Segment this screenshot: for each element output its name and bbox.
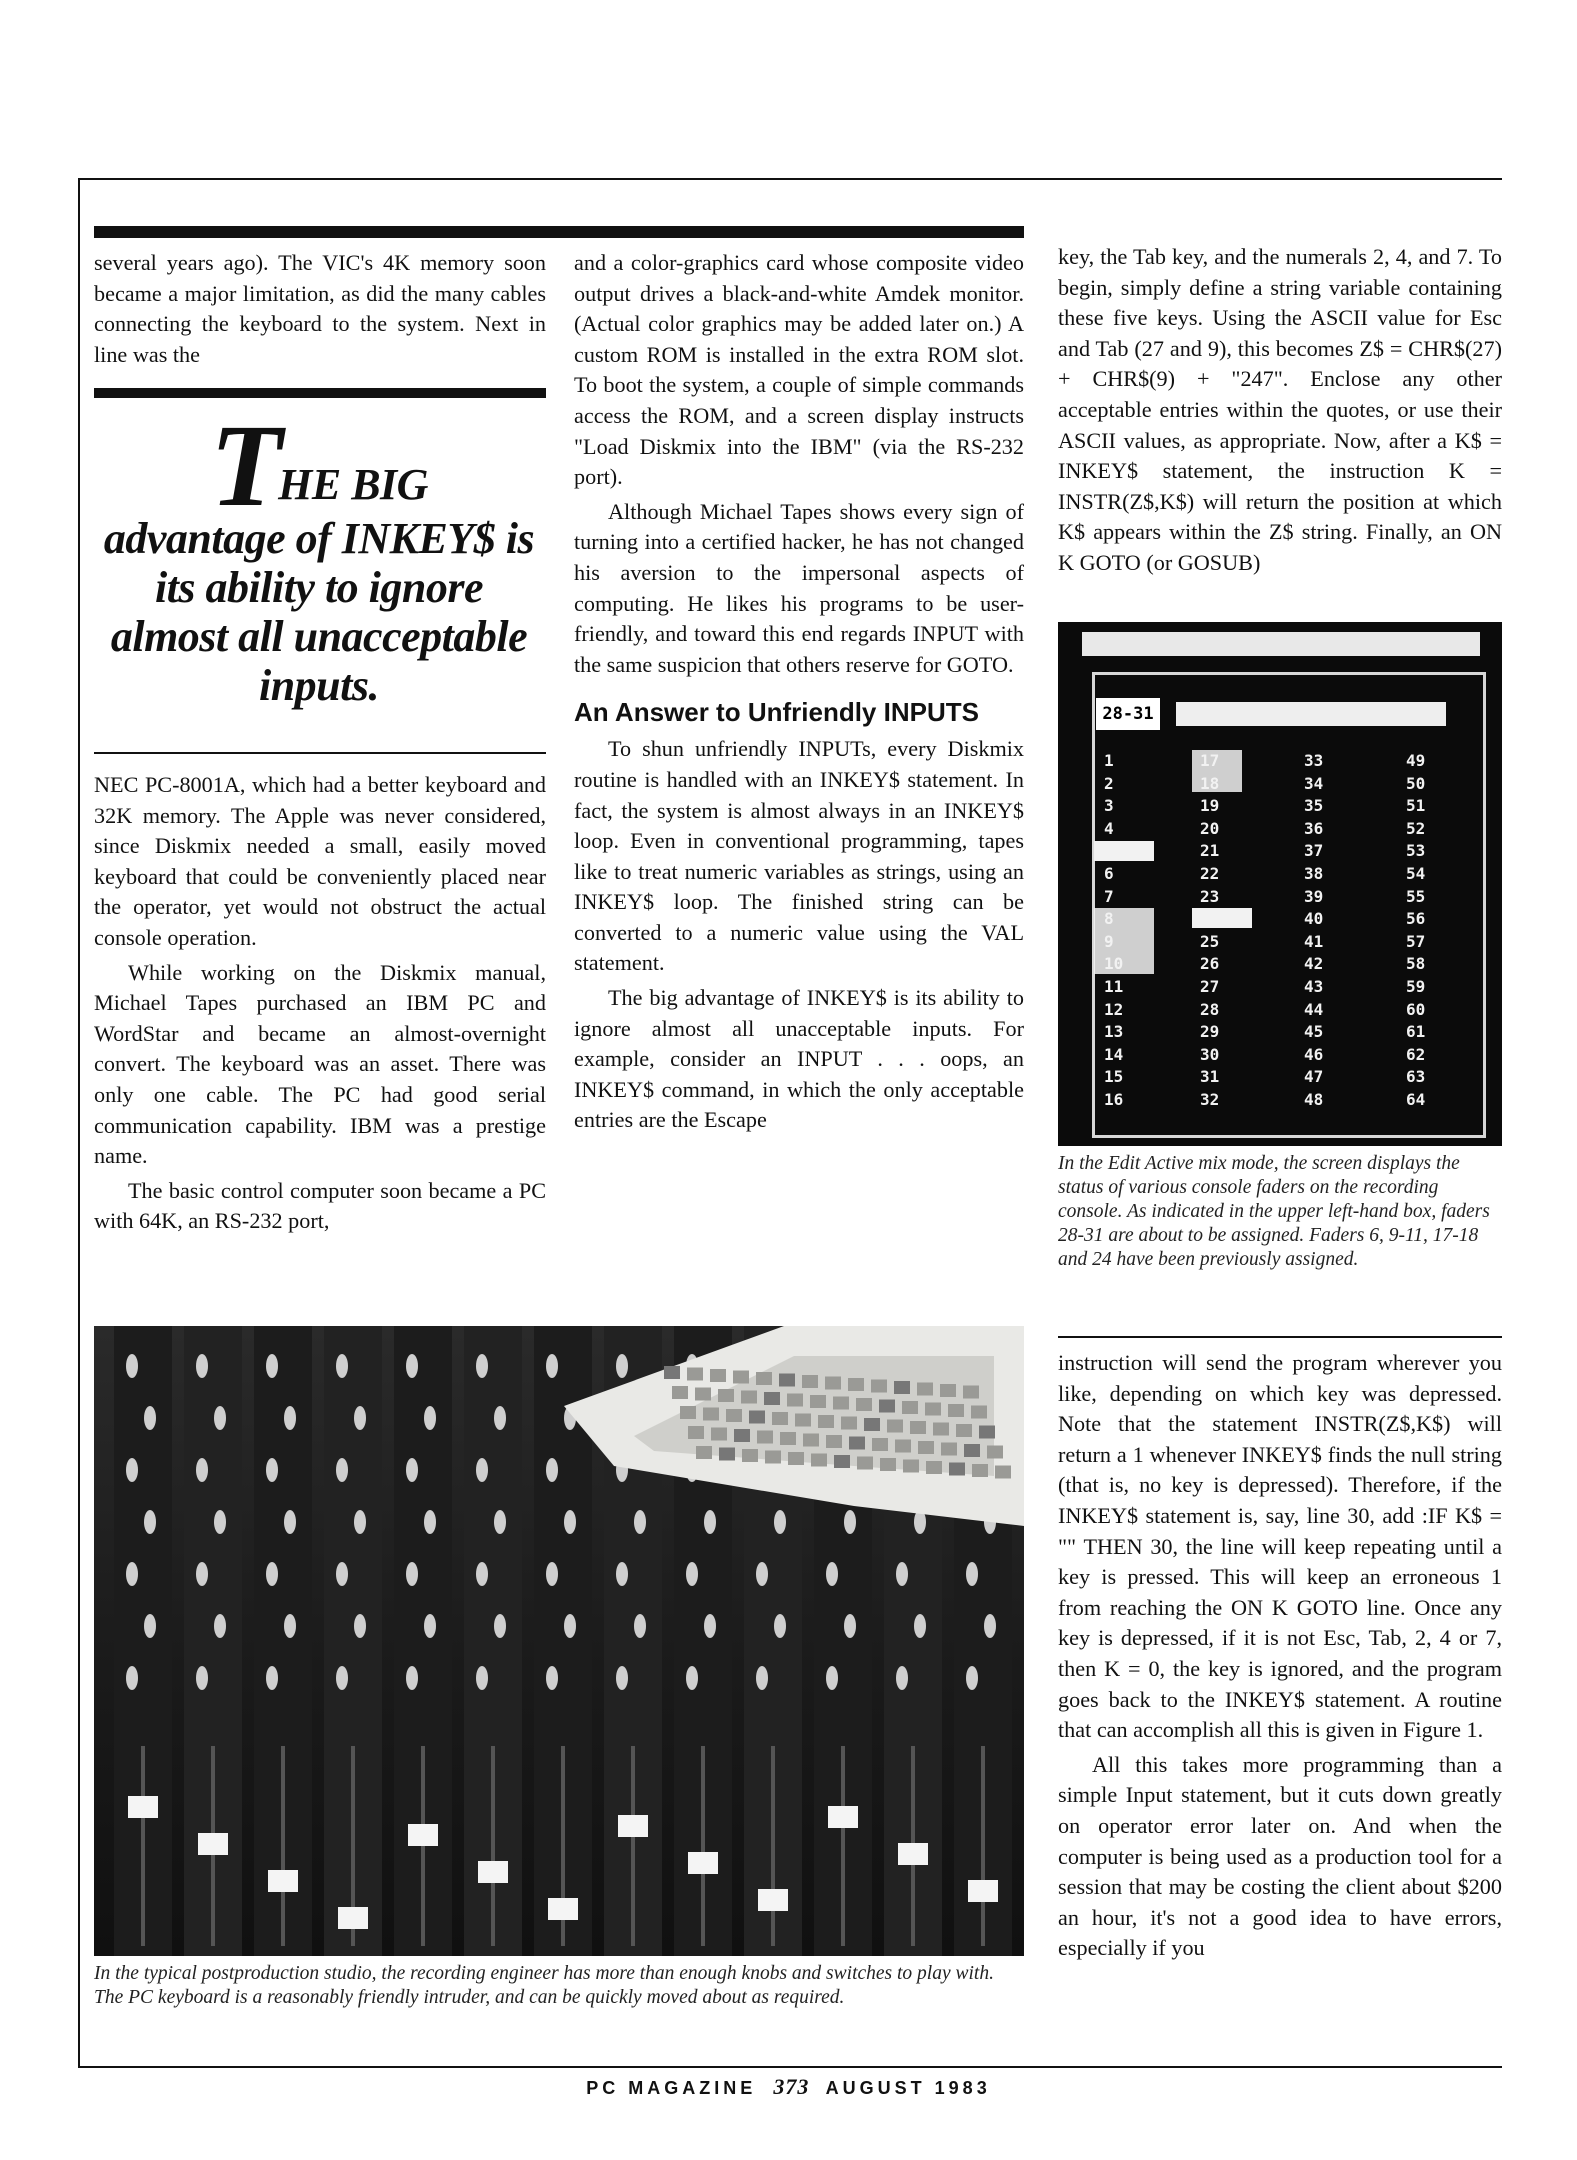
fader-number: 48 — [1304, 1089, 1324, 1109]
screen-header-bar — [1176, 702, 1446, 726]
magazine-name: PC MAGAZINE — [586, 2078, 757, 2098]
fader-number: 27 — [1200, 976, 1220, 996]
fader-number: 58 — [1406, 954, 1426, 974]
column-1-top — [94, 248, 546, 370]
left-rule — [78, 178, 80, 2068]
fader-number: 46 — [1304, 1044, 1324, 1064]
fader-number: 44 — [1304, 999, 1324, 1019]
assigned-highlight — [1094, 908, 1154, 974]
fader-number: 53 — [1406, 841, 1426, 861]
fader-number: 16 — [1104, 1089, 1124, 1109]
fader-number: 39 — [1304, 886, 1324, 906]
fader-number: 47 — [1304, 1067, 1324, 1087]
fader-number: 23 — [1200, 886, 1220, 906]
fader-number: 51 — [1406, 796, 1426, 816]
fader-number: 4 — [1104, 818, 1114, 838]
paragraph: NEC PC-8001A, which had a better keyboard and 32K memory. The Apple was never considered, since Diskmix needed a small, easily moved keyboard that could be conveniently placed near the operator, yet would not obstruct the actual console operation. — [94, 772, 546, 950]
fader-number: 56 — [1406, 909, 1426, 929]
fader-number: 32 — [1200, 1089, 1220, 1109]
fader-column-4 — [1406, 750, 1425, 1112]
fader-number: 19 — [1200, 796, 1220, 816]
fader-number: 34 — [1304, 773, 1324, 793]
fader-number: 50 — [1406, 773, 1426, 793]
fader-number: 38 — [1304, 863, 1324, 883]
bottom-rule — [78, 2066, 1502, 2068]
screen-photo — [1058, 622, 1502, 1146]
fader-number: 22 — [1200, 863, 1220, 883]
section-subhead: An Answer to Unfriendly INPUTS — [574, 697, 979, 728]
paragraph: All this takes more programming than a simple Input statement, but it cuts down greatly on operator error later on. And when the computer is being used as a production tool for a session that may be costing the client about $200 an hour, it's not a good idea to have errors, especially if you — [1058, 1751, 1502, 1961]
fader-number: 37 — [1304, 841, 1324, 861]
paragraph: and a color-graphics card whose composite video output drives a black-and-white Amdek monitor. (Actual color graphics may be added later on.) A custom ROM is installed in the extra ROM slot. To boot the system, a couple of simple commands access the ROM, and a screen display instructs "Load Diskmix into the IBM" (via the RS-232 port). — [574, 250, 1024, 490]
fader-select-box: 28-31 — [1096, 698, 1160, 730]
fader-number: 15 — [1104, 1067, 1124, 1087]
fader-number: 30 — [1200, 1044, 1220, 1064]
fader-number: 57 — [1406, 931, 1426, 951]
issue-date: AUGUST 1983 — [825, 2078, 991, 2098]
fader-number: 20 — [1200, 818, 1220, 838]
fader-number: 17 — [1200, 751, 1220, 770]
fader-number: 28 — [1200, 999, 1220, 1019]
caption-rule — [1058, 1336, 1502, 1338]
paragraph: key, the Tab key, and the numerals 2, 4, and 7. To begin, simply define a string variable containing these five keys. Using the ASCII value for Esc and Tab (27 and 9), this becomes Z$ = CHR$(27) + CHR$(9) + "247". Enclose any other acceptable entries within the quotes, or use their ASCII values, as appropriate. Now, after a K$ = INKEY$ statement, the instruction K = INSTR(Z$,K$) will return the position at which K$ appears within the Z$ string. Finally, an ON K GOTO (or GOSUB) — [1058, 244, 1502, 575]
fader-number: 9 — [1104, 931, 1114, 951]
column-3-bottom — [1058, 1348, 1502, 1964]
fader-number: 35 — [1304, 796, 1324, 816]
screen-caption: In the Edit Active mix mode, the screen displays the status of various console faders on the recording console. As indicated in the upper left-hand box, faders 28-31 are about to be assigned. Faders 6, 9-11, 17-18 and 24 have been previously assigned. — [1058, 1153, 1490, 1270]
top-rule — [78, 178, 1502, 180]
fader-number: 40 — [1304, 909, 1324, 929]
fader-number: 43 — [1304, 976, 1324, 996]
pull-quote-bottom-rule — [94, 752, 546, 754]
fader-number: 12 — [1104, 999, 1124, 1019]
fader-column-1 — [1104, 750, 1123, 1112]
fader-number: 14 — [1104, 1044, 1124, 1064]
fader-number: 24 — [1200, 909, 1220, 929]
fader-number: 64 — [1406, 1089, 1426, 1109]
paragraph: several years ago). The VIC's 4K memory soon became a major limitation, as did the many cables connecting the keyboard to the system. Next in line was the — [94, 250, 546, 367]
fader-number: 7 — [1104, 886, 1114, 906]
fader-number: 59 — [1406, 976, 1426, 996]
pull-quote-top-bar — [94, 388, 546, 398]
assigned-highlight — [1094, 841, 1154, 861]
paragraph: The big advantage of INKEY$ is its ability to ignore almost all unacceptable inputs. For example, consider an INPUT . . . oops, an INKEY$ command, in which the only acceptable entries are the Escape — [574, 985, 1024, 1133]
studio-caption: In the typical postproduction studio, the recording engineer has more than enough knobs and switches to play with. The PC keyboard is a reasonably friendly intruder, and can be quickly moved about as required. — [94, 1963, 994, 2008]
fader-number: 42 — [1304, 954, 1324, 974]
fader-number: 5 — [1104, 841, 1114, 861]
fader-number: 31 — [1200, 1067, 1220, 1087]
page-footer — [0, 2074, 1577, 2100]
screen-menu-bar — [1082, 632, 1480, 656]
fader-number: 60 — [1406, 999, 1426, 1019]
paragraph: Although Michael Tapes shows every sign of turning into a certified hacker, he has not changed his aversion to the impersonal aspects of computing. He likes his programs to be user-friendly, and toward this end regards INPUT with the same suspicion that others reserve for GOTO. — [574, 498, 1024, 677]
fader-number: 13 — [1104, 1022, 1124, 1042]
paragraph: While working on the Diskmix manual, Michael Tapes purchased an IBM PC and WordStar and became an almost-overnight convert. The keyboard was an asset. There was only one cable. The PC had good serial communication capability. IBM was a prestige name. — [94, 959, 546, 1169]
fader-number: 33 — [1304, 751, 1324, 770]
fader-number: 3 — [1104, 796, 1114, 816]
fader-number: 26 — [1200, 954, 1220, 974]
studio-photo — [94, 1326, 1024, 1956]
fader-number: 54 — [1406, 863, 1426, 883]
column-3-top — [1058, 242, 1502, 579]
fader-number: 29 — [1200, 1022, 1220, 1042]
fader-number: 49 — [1406, 751, 1426, 770]
fader-number: 55 — [1406, 886, 1426, 906]
fader-number: 8 — [1104, 909, 1114, 929]
header-bar — [94, 226, 1024, 238]
fader-number: 6 — [1104, 863, 1114, 883]
mixing-console-illustration — [94, 1326, 1024, 1956]
fader-number: 2 — [1104, 773, 1114, 793]
fader-number: 1 — [1104, 751, 1114, 770]
page-number: 373 — [773, 2074, 810, 2099]
fader-number: 52 — [1406, 818, 1426, 838]
paragraph: To shun unfriendly INPUTs, every Diskmix routine is handled with an INKEY$ statement. In fact, the system is almost always in an INKEY$ loop. Even in conventional programming, tapes like to treat numeric variables as strings, using an INKEY$ loop. The finished string can be converted to a numeric value using the VAL statement. — [574, 736, 1024, 976]
fader-number: 21 — [1200, 841, 1220, 861]
fader-number: 41 — [1304, 931, 1324, 951]
column-1-bottom — [94, 770, 546, 1237]
fader-number: 62 — [1406, 1044, 1426, 1064]
fader-number: 63 — [1406, 1067, 1426, 1087]
column-2 — [574, 248, 1024, 1136]
paragraph: instruction will send the program wherever you like, depending on which key was depressed. Note that the statement INSTR(Z$,K$) will return a 1 whenever INKEY$ finds the null string (that is, no key is depressed). Therefore, if the INKEY$ statement is, say, line 30, add :IF K$ = "" THEN 30, the line will keep repeating until a key is pressed. This will keep an erroneous 1 from reaching the ON K GOTO line. Once any key is depressed, if it is not Esc, Tab, 2, 4 or 7, then K = 0, the key is ignored, and the program goes back to the INKEY$ statement. A routine that can accomplish all this is given in Figure 1. — [1058, 1350, 1502, 1743]
screen-frame — [1092, 672, 1486, 1138]
fader-number: 45 — [1304, 1022, 1324, 1042]
fader-column-3 — [1304, 750, 1323, 1112]
pull-quote-drop-cap: T — [210, 400, 279, 531]
fader-number: 10 — [1104, 954, 1124, 974]
fader-number: 61 — [1406, 1022, 1426, 1042]
pull-quote — [92, 400, 546, 710]
paragraph: The basic control computer soon became a PC with 64K, an RS-232 port, — [94, 1177, 546, 1234]
fader-number: 18 — [1200, 773, 1220, 793]
fader-number: 11 — [1104, 976, 1124, 996]
fader-number: 36 — [1304, 818, 1324, 838]
fader-number: 25 — [1200, 931, 1220, 951]
pull-quote-text: advantage of INKEY$ is its ability to ignore almost all unacceptable inputs. — [103, 514, 535, 710]
fader-column-2 — [1200, 750, 1219, 1112]
pull-quote-lead: HE BIG — [278, 460, 428, 509]
